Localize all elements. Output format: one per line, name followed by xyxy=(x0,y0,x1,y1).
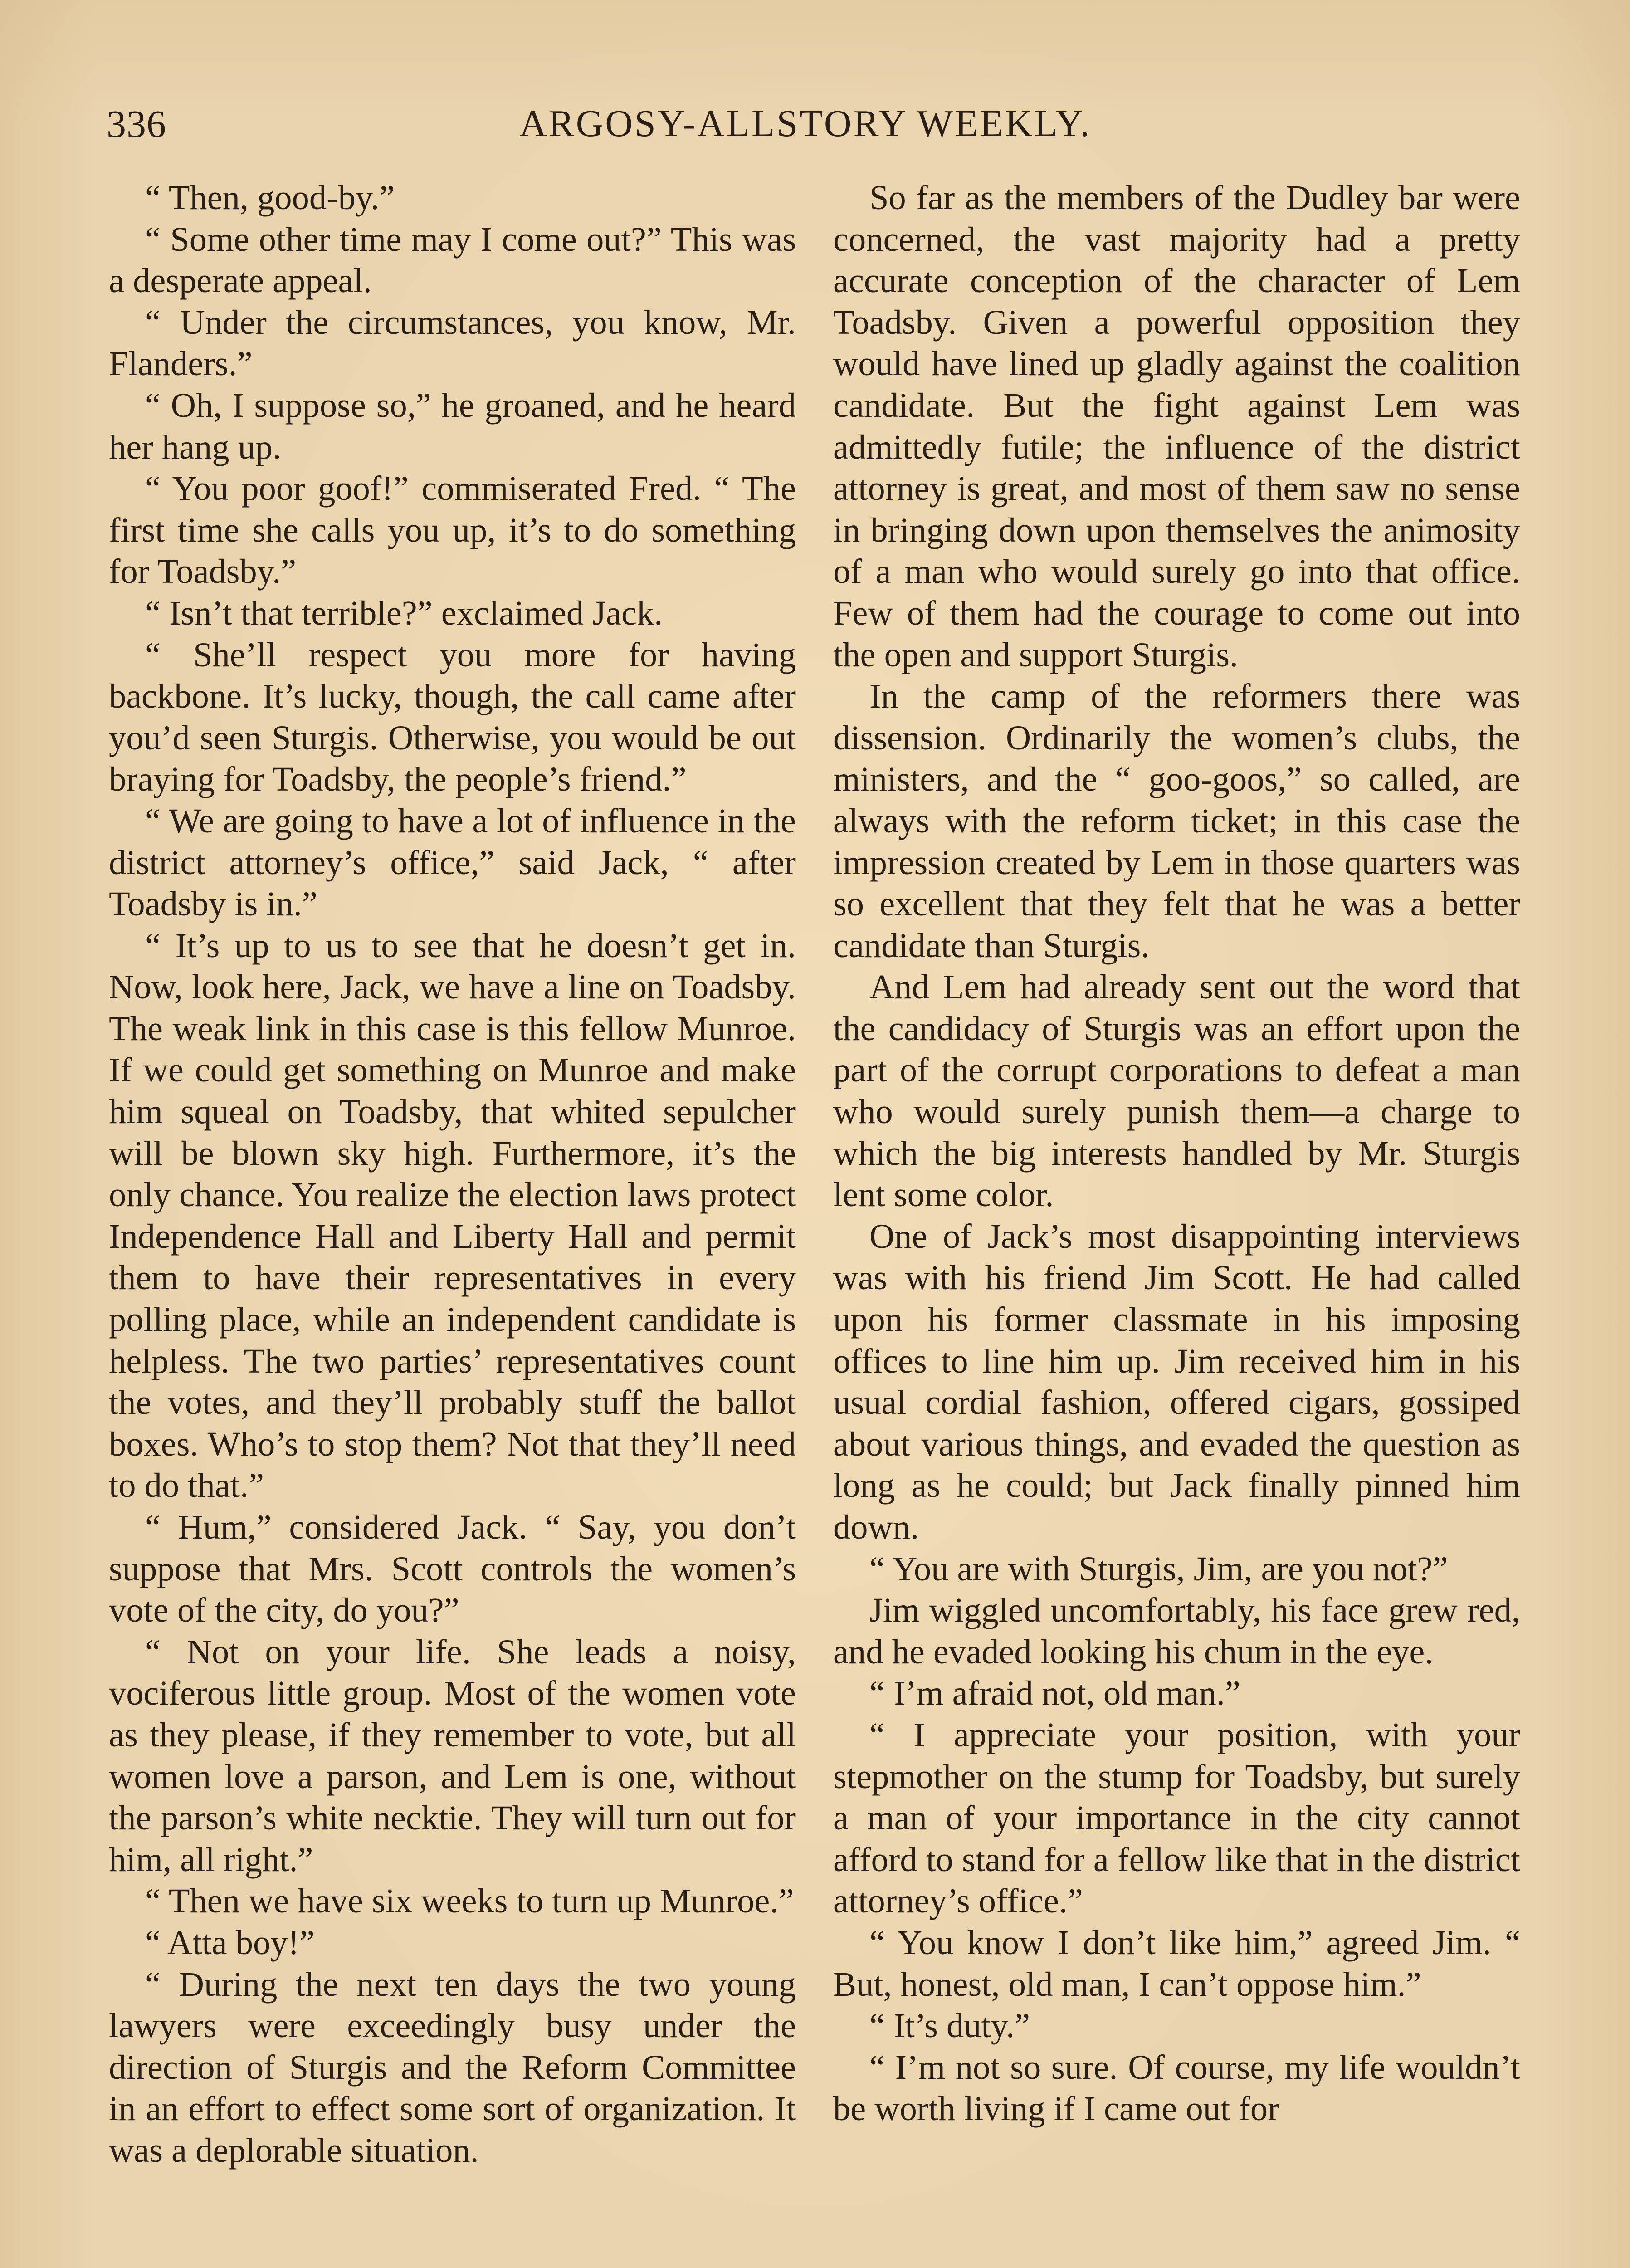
paragraph: “ Atta boy!” xyxy=(145,1923,315,1962)
running-head: ARGOSY-ALLSTORY WEEKLY. xyxy=(519,103,1092,145)
paragraph: “ You are with Sturgis, Jim, are you not?” xyxy=(869,1549,1448,1588)
paragraph: And Lem had already sent out the word that the candidacy of Sturgis was an effort upon the part of the corrupt corporations to defeat a man who would surely punish them—a charge to which the big interests handled by Mr. Sturgis lent some color. xyxy=(833,968,1520,1214)
paragraph: “ Some other time may I come out?” This was a desperate appeal. xyxy=(109,220,796,300)
paragraph: “ You know I don’t like him,” agreed Jim. “ But, honest, old man, I can’t oppose him.” xyxy=(833,1923,1520,2004)
paragraph: “ Under the circumstances, you know, Mr. Flanders.” xyxy=(109,303,796,383)
paragraph: “ Oh, I suppose so,” he groaned, and he heard her hang up. xyxy=(109,386,796,466)
right-column xyxy=(833,177,1520,2130)
paragraph: “ I’m afraid not, old man.” xyxy=(869,1674,1240,1713)
paragraph: “ She’ll respect you more for having backbone. It’s lucky, though, the call came after you’d seen Sturgis. Otherwise, you would be out braying for Toadsby, the people’s friend.” xyxy=(109,635,796,799)
paragraph: “ We are going to have a lot of influence in the district attorney’s office,” said Jack, “ after Toadsby is in.” xyxy=(109,801,796,924)
paragraph: “ During the next ten days the two young lawyers were exceedingly busy under the direction of Sturgis and the Reform Committee in an effort to effect some sort of organization. It was a deplorable situation. xyxy=(109,1965,796,2170)
paragraph: In the camp of the reformers there was dissension. Ordinarily the women’s clubs, the ministers, and the “ goo-goos,” so called, are always with the reform ticket; in this case the impression created by Lem in those quarters was so excellent that they felt that he was a better candidate than Sturgis. xyxy=(833,677,1520,965)
paragraph: “ You poor goof!” commiserated Fred. “ The first time she calls you up, it’s to do something for Toadsby.” xyxy=(109,469,796,591)
paragraph: “ I’m not so sure. Of course, my life wouldn’t be worth living if I came out for xyxy=(833,2048,1520,2128)
paragraph: Jim wiggled uncomfortably, his face grew red, and he evaded looking his chum in the eye. xyxy=(833,1591,1520,1671)
paragraph: “ It’s duty.” xyxy=(869,2006,1030,2045)
page-number: 336 xyxy=(107,102,166,146)
paragraph: “ It’s up to us to see that he doesn’t get in. Now, look here, Jack, we have a line on Toadsby. The weak link in this case is this fellow Munroe. If we could get something on Munroe and make him squeal on Toadsby, that whited sepulcher will be blown sky high. Furthermore, it’s the only chance. You realize the election laws protect Independence Hall and Liberty Hall and permit them to have their representatives in every polling place, while an independent candidate is helpless. The two parties’ representatives count the votes, and they’ll probably stuff the ballot boxes. Who’s to stop them? Not that they’ll need to do that.” xyxy=(109,926,796,1505)
left-column xyxy=(109,177,796,2171)
paragraph: “ Isn’t that terrible?” exclaimed Jack. xyxy=(145,593,663,632)
page-header xyxy=(107,99,1092,153)
paragraph: “ Not on your life. She leads a noisy, vociferous little group. Most of the women vote as they please, if they remember to vote, but all women love a parson, and Lem is one, without the parson’s white necktie. They will turn out for him, all right.” xyxy=(109,1632,796,1879)
paragraph: “ Then, good-by.” xyxy=(145,178,395,217)
paragraph: So far as the members of the Dudley bar were concerned, the vast majority had a pretty accurate conception of the character of Lem Toadsby. Given a powerful opposition they would have lined up gladly against the coalition candidate. But the fight against Lem was admittedly futile; the influence of the district attorney is great, and most of them saw no sense in bringing down upon themselves the animosity of a man who would surely go into that office. Few of them had the courage to come out into the open and support Sturgis. xyxy=(833,178,1520,674)
paragraph: “ Then we have six weeks to turn up Munroe.” xyxy=(145,1882,794,1921)
paragraph: “ Hum,” considered Jack. “ Say, you don’t suppose that Mrs. Scott controls the women’s vote of the city, do you?” xyxy=(109,1508,796,1630)
paragraph: “ I appreciate your position, with your stepmother on the stump for Toadsby, but surely a man of your importance in the city cannot afford to stand for a fellow like that in the district attorney’s office.” xyxy=(833,1715,1520,1921)
paragraph: One of Jack’s most disappointing interviews was with his friend Jim Scott. He had called upon his former classmate in his imposing offices to line him up. Jim received him in his usual cordial fashion, offered cigars, gossiped about various things, and evaded the question as long as he could; but Jack finally pinned him down. xyxy=(833,1217,1520,1546)
